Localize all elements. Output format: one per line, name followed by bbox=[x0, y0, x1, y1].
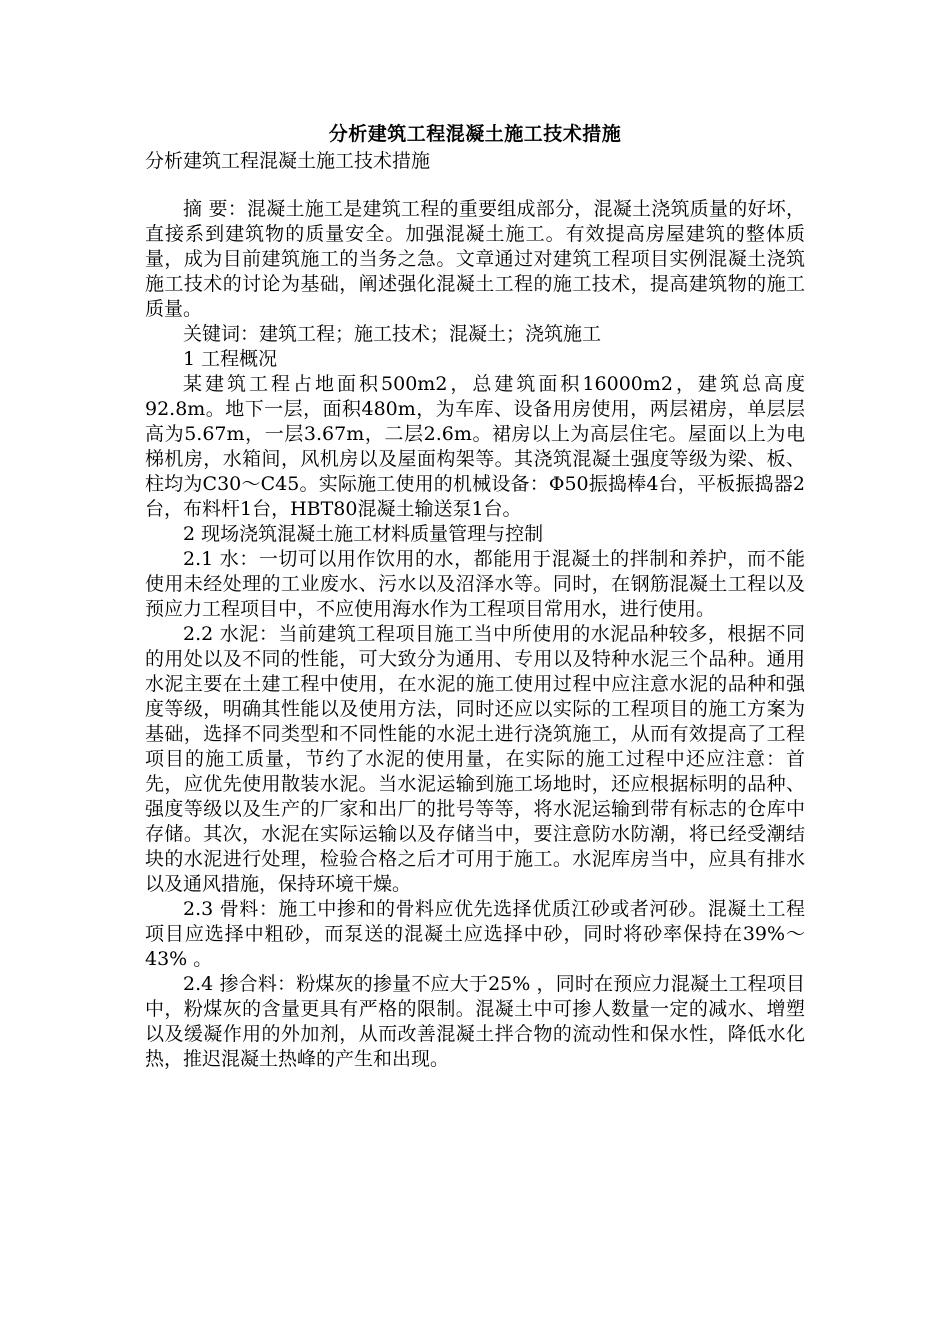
section-2-2-paragraph: 2.2 水泥：当前建筑工程项目施工当中所使用的水泥品种较多，根据不同的用处以及不同的性能，可大致分为通用、专用以及特种水泥三个品种。通用水泥主要在土建工程中使用，在水泥的施工使用过程中应注意水泥的品种和强度等级，明确其性能以及使用方法，同时还应以实际的工程项目的施工方案为基础，选择不同类型和不同性能的水泥土进行浇筑施工，从而有效提高了工程项目的施工质量，节约了水泥的使用量，在实际的施工过程中还应注意：首先，应优先使用散装水泥。当水泥运输到施工场地时，还应根据标明的品种、强度等级以及生产的厂家和出厂的批号等等，将水泥运输到带有标志的仓库中存储。其次，水泥在实际运输以及存储当中，要注意防水防潮，将已经受潮结块的水泥进行处理，检验合格之后才可用于施工。水泥库房当中，应具有排水以及通风措施，保持环境干燥。 bbox=[145, 623, 805, 895]
section-1-paragraph: 某建筑工程占地面积500m2，总建筑面积16000m2，建筑总高度92.8m。地下一层，面积480m，为车库、设备用房使用，两层裙房，单层层高为5.67m，一层3.67m，二层2.6m。裙房以上为高层住宅。屋面以上为电梯机房，水箱间，风机房以及屋面构架等。其浇筑混凝土强度等级为梁、板、柱均为C30～C45。实际施工使用的机械设备：Φ50振捣棒4台，平板振捣器2台，布料杆1台，HBT80混凝土输送泵1台。 bbox=[145, 373, 805, 520]
keywords-line: 关键词：建筑工程；施工技术；混凝土；浇筑施工 bbox=[183, 323, 602, 345]
spacer bbox=[145, 175, 805, 197]
section-1-heading: 1 工程概况 bbox=[183, 348, 278, 370]
section-2-4-paragraph: 2.4 掺合料：粉煤灰的掺量不应大于25% ，同时在预应力混凝土工程项目中，粉煤灰的含量更具有严格的限制。混凝土中可掺人数量一定的减水、增塑以及缓凝作用的外加剂，从而改善混凝土拌合物的流动性和保水性，降低水化热，推迟混凝土热峰的产生和出现。 bbox=[145, 973, 805, 1070]
document-title: 分析建筑工程混凝土施工技术措施 bbox=[328, 123, 622, 145]
section-2-3-paragraph: 2.3 骨料：施工中掺和的骨料应优先选择优质江砂或者河砂。混凝土工程项目应选择中粗砂，而泵送的混凝土应选择中砂，同时将砂率保持在39%～43% 。 bbox=[145, 898, 805, 970]
abstract-paragraph: 摘 要：混凝土施工是建筑工程的重要组成部分，混凝土浇筑质量的好坏，直接系到建筑物的质量安全。加强混凝土施工。有效提高房屋建筑的整体质量，成为目前建筑施工的当务之急。文章通过对建筑工程项目实例混凝土浇筑施工技术的讨论为基础，阐述强化混凝土工程的施工技术，提高建筑物的施工质量。 bbox=[145, 198, 805, 320]
section-2-1-paragraph: 2.1 水：一切可以用作饮用的水，都能用于混凝土的拌制和养护，而不能使用未经处理的工业废水、污水以及沼泽水等。同时，在钢筋混凝土工程以及预应力工程项目中，不应使用海水作为工程项目常用水，进行使用。 bbox=[145, 548, 805, 620]
document-subtitle: 分析建筑工程混凝土施工技术措施 bbox=[145, 150, 431, 172]
section-2-heading: 2 现场浇筑混凝土施工材料质量管理与控制 bbox=[183, 523, 544, 545]
document-page bbox=[145, 120, 805, 1072]
